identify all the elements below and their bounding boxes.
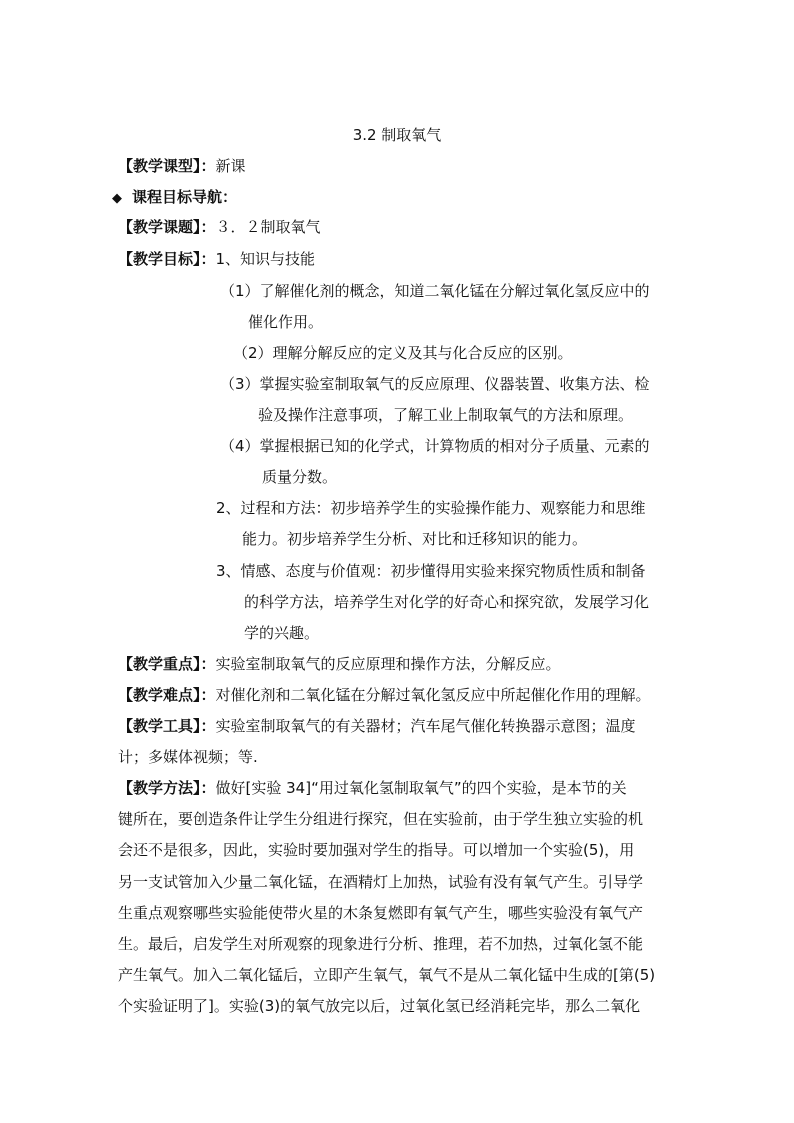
nav-heading-row [112,187,237,209]
objectives-row [118,249,315,269]
objectives-label: 【教学目标】： [118,250,216,268]
topic-value: ３．２制取氧气 [215,218,321,236]
method-line: 产生氧气。加入二氧化锰后，立即产生氧气，氧气不是从二氧化锰中生成的[第(5) [118,966,656,984]
objective-line: 催化作用。 [248,313,324,331]
method-line: 会还不是很多，因此，实验时要加强对学生的指导。可以增加一个实验(5)，用 [118,841,635,859]
objective-line: 质量分数。 [262,468,338,486]
objective-line: （3）掌握实验室制取氧气的反应原理、仪器装置、收集方法、检 [220,375,650,393]
diamond-bullet-icon: ◆ [112,191,122,206]
topic-row [118,217,321,237]
key-point-label: 【教学重点】： [118,655,216,673]
lesson-type-row [118,156,246,176]
objective-line: （2）理解分解反应的定义及其与化合反应的区别。 [233,344,573,362]
difficulty-row [118,685,651,705]
method-line: 做好[实验 34]“用过氧化氢制取氧气”的四个实验，是本节的关 [215,779,627,797]
tools-row [118,716,636,736]
method-line: 生。最后，启发学生对所观察的现象进行分析、推理，若不加热，过氧化氢不能 [118,935,644,953]
method-line: 键所在，要创造条件让学生分组进行探究，但在实验前，由于学生独立实验的机 [118,810,644,828]
objective-line: 2、过程和方法：初步培养学生的实验操作能力、观察能力和思维 [216,499,646,517]
method-line: 生重点观察哪些实验能使带火星的木条复燃即有氧气产生，哪些实验没有氧气产 [118,904,644,922]
objective-line: （4）掌握根据已知的化学式，计算物质的相对分子质量、元素的 [220,437,650,455]
objective-line: 学的兴趣。 [244,624,320,642]
objective-line: 的科学方法，培养学生对化学的好奇心和探究欲，发展学习化 [244,593,650,611]
method-row [118,778,627,798]
method-line: 个实验证明了]。实验(3)的氧气放完以后，过氧化氢已经消耗完毕，那么二氧化 [118,997,641,1015]
nav-heading: 课程目标导航： [132,188,238,206]
lesson-type-label: 【教学课型】： [118,157,216,175]
objective-line: 3、情感、态度与价值观：初步懂得用实验来探究物质性质和制备 [216,562,646,580]
topic-label: 【教学课题】： [118,218,216,236]
objective-line: 能力。初步培养学生分析、对比和迁移知识的能力。 [242,530,588,548]
tools-line-2: 计；多媒体视频；等. [118,748,258,766]
difficulty-label: 【教学难点】： [118,686,216,704]
tools-label: 【教学工具】： [118,717,216,735]
objective-line: （1）了解催化剂的概念，知道二氧化锰在分解过氧化氢反应中的 [220,282,650,300]
objective-line: 验及操作注意事项，了解工业上制取氧气的方法和原理。 [258,406,634,424]
method-label: 【教学方法】： [118,779,216,797]
page-title: 3.2 制取氧气 [352,126,442,144]
tools-line-1: 实验室制取氧气的有关器材；汽车尾气催化转换器示意图；温度 [215,717,636,735]
key-point-row [118,654,561,674]
key-point-value: 实验室制取氧气的反应原理和操作方法，分解反应。 [215,655,561,673]
method-line: 另一支试管加入少量二氧化锰，在酒精灯上加热，试验有没有氧气产生。引导学 [118,873,644,891]
objectives-first: 1、知识与技能 [215,250,316,268]
lesson-type-value: 新课 [215,157,246,175]
difficulty-value: 对催化剂和二氧化锰在分解过氧化氢反应中所起催化作用的理解。 [215,686,651,704]
